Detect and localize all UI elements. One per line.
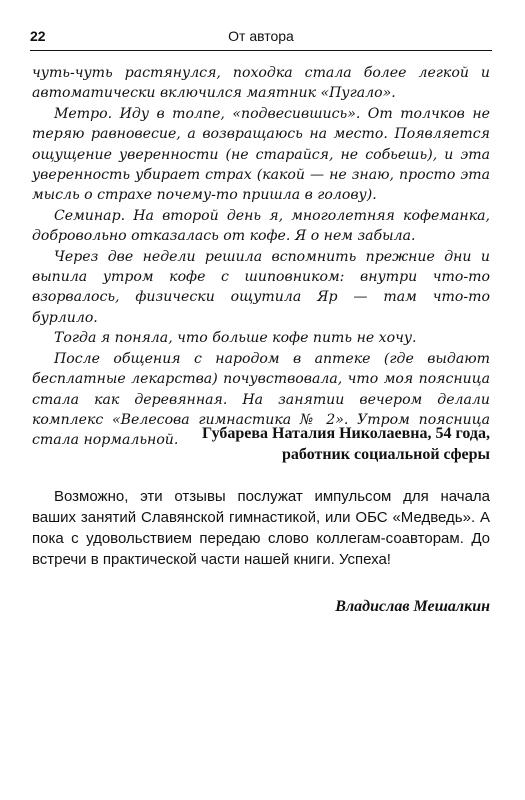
testimonial-paragraph: чуть-чуть растянулся, походка стала более легкой и автоматически включился маятник «Пугало». [32,65,490,102]
running-title: От автора [228,28,294,44]
header-rule [30,50,492,51]
author-signature: Владислав Мешалкин [335,598,490,615]
testimonial-paragraph: Тогда я поняла, что больше кофе пить не хочу. [54,330,417,347]
closing-paragraph: Возможно, эти отзывы послужат импульсом для начала ваших занятий Славянской гимнастикой, или ОБС «Медведь». А пока с удовольствием передаю слово коллегам-соавторам. До встречи в практической части нашей книги. Успеха! [32,488,490,568]
page-header [30,28,492,48]
testimonial-paragraph: Через две недели решила вспомнить прежние дни и выпила утром кофе с шиповником: внутри что-то взорвалось, физически ощутила Яр — там что-то бурлило. [32,248,490,326]
testimonial-signature [32,423,490,465]
testimonial-paragraph: Семинар. На второй день я, многолетняя кофеманка, добровольно отказалась от кофе. Я о нем забыла. [32,207,490,245]
page-number: 22 [30,28,46,44]
testimonial-paragraph: После общения с народом в аптеке (где выдают бесплатные лекарства) почувствовала, что моя поясница стала как деревянная. На занятии вечером делали комплекс «Велесова гимнастика № 2». Утром поясница стала нормальной. [32,350,490,449]
signature-name: Губарева Наталия Николаевна, 54 года, [202,425,490,442]
testimonial-text [32,63,490,451]
testimonial-paragraph: Метро. Иду в толпе, «подвесившись». От толчков не теряю равновесие, а возвращаюсь на место. Появляется ощущение уверенности (не старайся, не собьешь), и эта уверенность убирает страх (какой — не знаю, просто эта мысль о страхе почему-то пришла в голову). [32,105,490,204]
signature-role: работник социальной сферы [282,446,490,463]
